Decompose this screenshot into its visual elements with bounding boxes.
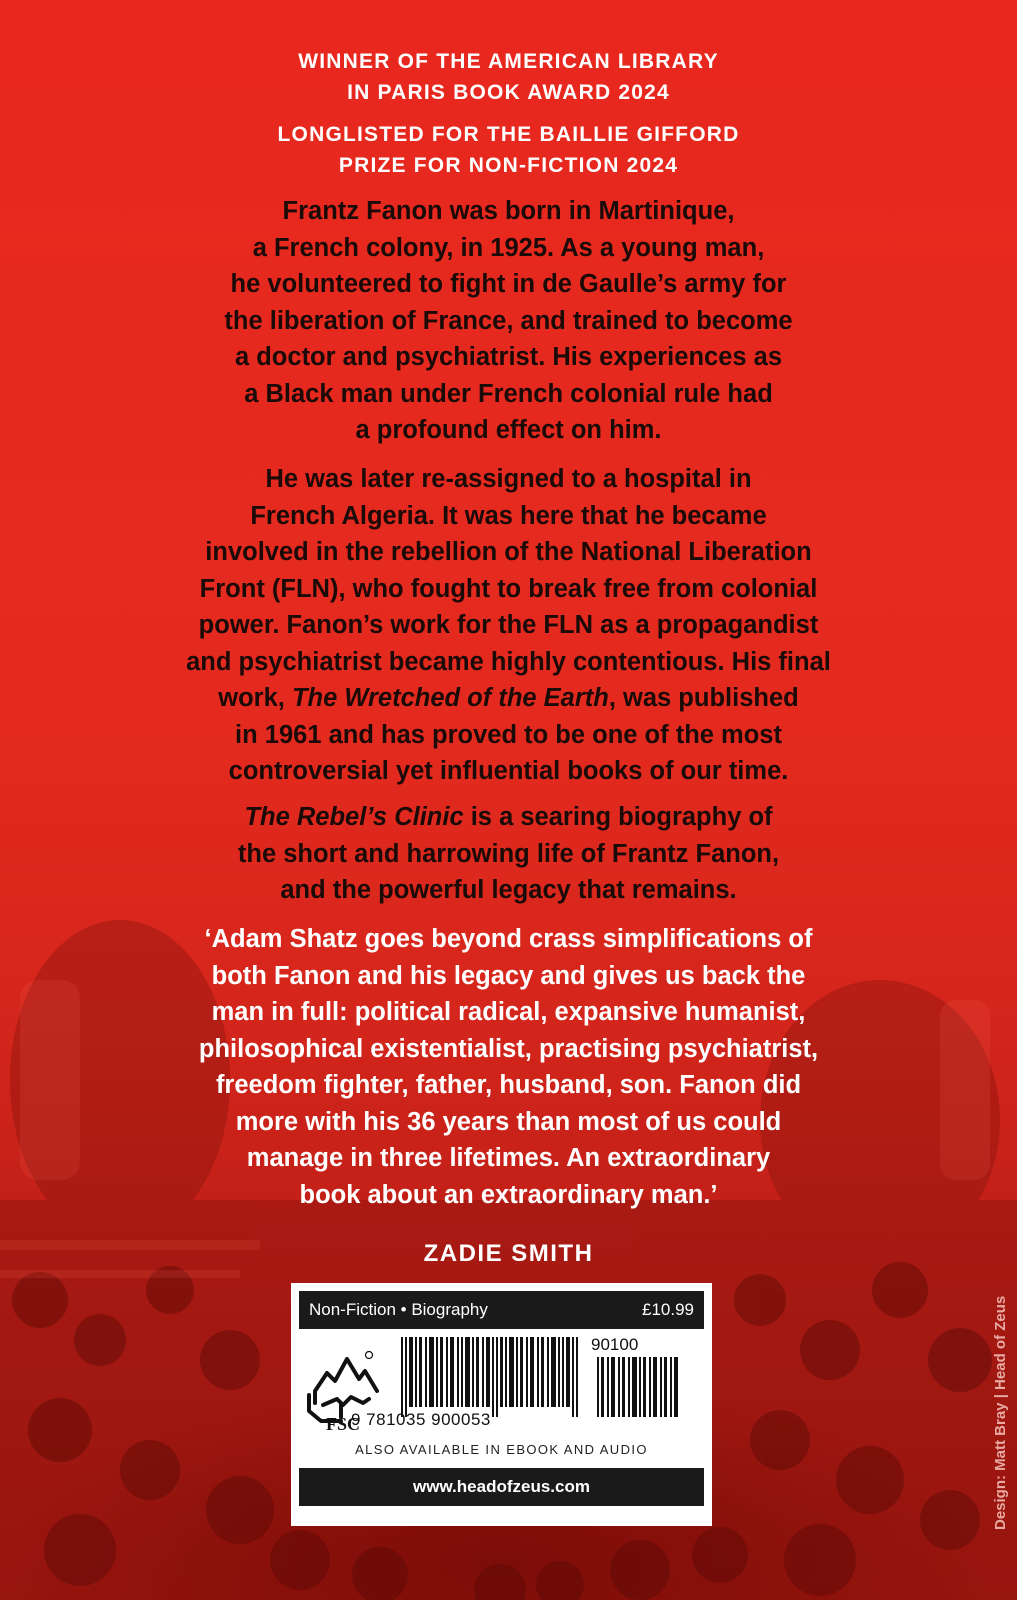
blurb-line: power. Fanon’s work for the FLN as a propagandist bbox=[198, 611, 819, 639]
category-price-bar bbox=[299, 1291, 704, 1329]
website-bar bbox=[299, 1468, 704, 1506]
award-winner bbox=[0, 46, 1017, 108]
award-line: IN PARIS BOOK AWARD 2024 bbox=[347, 81, 670, 104]
blurb-text: , was published bbox=[608, 684, 799, 712]
publisher-website: www.headofzeus.com bbox=[413, 1477, 590, 1496]
blurb-line: involved in the rebellion of the National Liberation bbox=[205, 538, 812, 566]
quote-line: ‘Adam Shatz goes beyond crass simplifications of bbox=[204, 925, 813, 953]
blurb-text: is a searing biography of bbox=[463, 803, 773, 831]
price-label: £10.99 bbox=[642, 1300, 694, 1319]
blurb-line: controversial yet influential books of our time. bbox=[228, 757, 789, 785]
blurb-line: Front (FLN), who fought to break free from colonial bbox=[199, 574, 818, 603]
design-credit: Design: Matt Bray | Head of Zeus bbox=[992, 1295, 1009, 1530]
barcode-addon-number: 90100 bbox=[591, 1335, 639, 1354]
blurb-line: he volunteered to fight in de Gaulle’s army for bbox=[230, 270, 787, 298]
category-label: Non-Fiction • Biography bbox=[309, 1300, 488, 1319]
availability-note: ALSO AVAILABLE IN EBOOK AND AUDIO bbox=[355, 1442, 648, 1457]
quote-line: philosophical existentialist, practising psychiatrist, bbox=[198, 1034, 819, 1063]
award-longlist bbox=[0, 119, 1017, 181]
blurb-line: a Black man under French colonial rule had bbox=[244, 379, 773, 408]
blurb-line: Frantz Fanon was born in Martinique, bbox=[282, 197, 735, 225]
quote-line: manage in three lifetimes. An extraordinary bbox=[246, 1144, 771, 1172]
blurb-line: the short and harrowing life of Frantz Fanon, bbox=[237, 839, 780, 868]
quote-line: both Fanon and his legacy and gives us back the bbox=[211, 961, 806, 990]
blurb-line: in 1961 and has proved to be one of the most bbox=[235, 720, 782, 749]
price-barcode-box bbox=[291, 1283, 712, 1526]
isbn-number: 9 781035 900053 bbox=[351, 1410, 491, 1429]
quote-attribution: ZADIE SMITH bbox=[423, 1240, 594, 1267]
award-line: PRIZE FOR NON-FICTION 2024 bbox=[338, 154, 679, 177]
book-title-rebels-clinic: The Rebel’s Clinic bbox=[244, 803, 464, 831]
blurb-line: a French colony, in 1925. As a young man, bbox=[252, 233, 765, 262]
award-line: WINNER OF THE AMERICAN LIBRARY bbox=[298, 50, 719, 73]
barcode-image bbox=[401, 1337, 691, 1417]
blurb-line bbox=[0, 799, 1017, 836]
fsc-label: FSC bbox=[325, 1414, 360, 1434]
quote-line: man in full: political radical, expansive humanist, bbox=[211, 998, 806, 1026]
blurb-text: work, bbox=[218, 684, 292, 712]
quote-line: more with his 36 years than most of us could bbox=[235, 1107, 782, 1136]
blurb-paragraph-1 bbox=[0, 193, 1017, 449]
blurb-paragraph-2 bbox=[0, 461, 1017, 790]
book-title-wretched: The Wretched of the Earth bbox=[291, 684, 609, 712]
quote-line: book about an extraordinary man.’ bbox=[299, 1180, 718, 1209]
quote-line: freedom fighter, father, husband, son. Fanon did bbox=[215, 1071, 802, 1099]
blurb-line: a profound effect on him. bbox=[355, 416, 662, 444]
blurb-line bbox=[0, 680, 1017, 717]
blurb-line: French Algeria. It was here that he became bbox=[250, 501, 767, 530]
review-quote bbox=[0, 921, 1017, 1213]
blurb-line: the liberation of France, and trained to become bbox=[224, 306, 793, 335]
blurb-paragraph-3 bbox=[0, 799, 1017, 909]
blurb-line: and the powerful legacy that remains. bbox=[280, 876, 737, 904]
blurb-line: He was later re-assigned to a hospital in bbox=[265, 465, 752, 493]
award-line: LONGLISTED FOR THE BAILLIE GIFFORD bbox=[277, 123, 740, 146]
blurb-line: a doctor and psychiatrist. His experiences as bbox=[234, 343, 783, 371]
blurb-line: and psychiatrist became highly contentious. His final bbox=[186, 647, 831, 676]
